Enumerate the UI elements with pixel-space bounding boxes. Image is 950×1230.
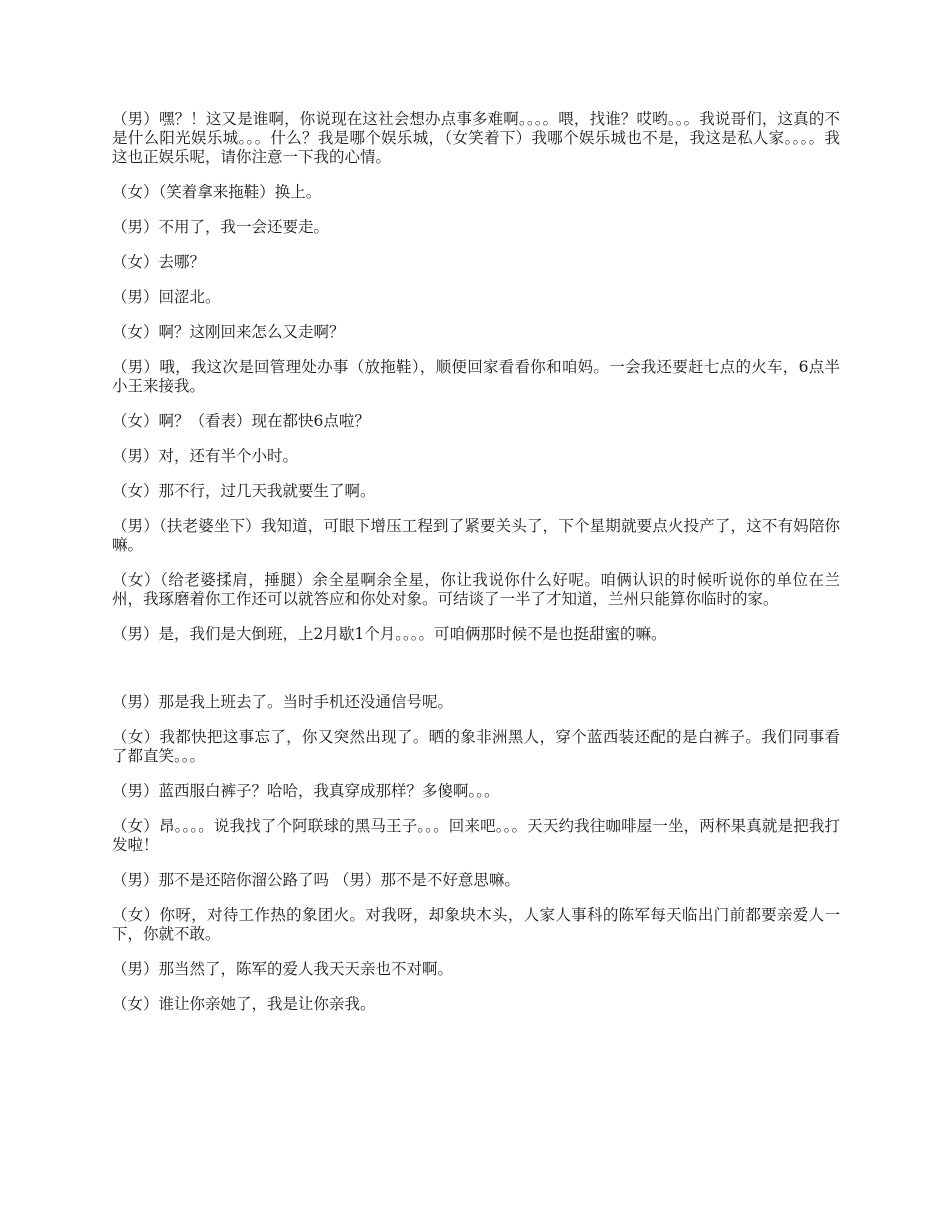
dialogue-paragraph: （女）去哪？ [112,253,206,271]
dialogue-paragraph: （男）是，我们是大倒班，上2月歇1个月。。。。可咱俩那时候不是也挺甜蜜的嘛。 [112,625,667,643]
dialogue-paragraph: （男）那是我上班去了。当时手机还没通信号呢。 [112,693,454,711]
dialogue-paragraph: （女）我都快把这事忘了，你又突然出现了。晒的象非洲黑人，穿个蓝西装还配的是白裤子。我们同事看了都直笑。。。 [112,728,840,765]
dialogue-paragraph: （男）哦，我这次是回管理处办事（放拖鞋），顺便回家看看你和咱妈。一会我还要赶七点的火车，6点半小王来接我。 [112,358,840,395]
dialogue-paragraph: （男）嘿？！这又是谁啊，你说现在这社会想办点事多难啊。。。。喂，找谁？哎哟。。。我说哥们，这真的不是什么阳光娱乐城。。。什么？我是哪个娱乐城，（女笑着下）我哪个娱乐城也不是，我这是私人家。。。。我这也正娱乐呢，请你注意一下我的心情。 [112,110,840,166]
dialogue-paragraph: （男）（扶老婆坐下）我知道，可眼下增压工程到了紧要关头了，下个星期就要点火投产了，这不有妈陪你嘛。 [112,517,840,554]
dialogue-paragraph: （女）那不行，过几天我就要生了啊。 [112,482,376,500]
dialogue-paragraph: （女）谁让你亲她了，我是让你亲我。 [112,995,376,1013]
dialogue-paragraph: （女）（笑着拿来拖鞋）换上。 [112,183,322,201]
dialogue-paragraph: （男）蓝西服白裤子？哈哈，我真穿成那样？多傻啊。。。 [112,782,500,800]
section-gap [112,660,840,693]
dialogue-paragraph: （男）不用了，我一会还要走。 [112,218,330,236]
dialogue-paragraph: （女）你呀，对待工作热的象团火。对我呀，却象块木头，人家人事科的陈军每天临出门前都要亲爱人一下，你就不敢。 [112,906,840,943]
dialogue-paragraph: （女）昂。。。。说我找了个阿联球的黑马王子。。。回来吧。。。天天约我往咖啡屋一坐，两杯果真就是把我打发啦！ [112,817,840,854]
dialogue-paragraph: （男）那不是还陪你溜公路了吗 （男）那不是不好意思嘛。 [112,871,520,889]
document-page [112,110,840,1030]
dialogue-paragraph: （男）回涩北。 [112,288,221,306]
dialogue-paragraph: （男）那当然了，陈军的爱人我天天亲也不对啊。 [112,960,454,978]
dialogue-paragraph: （女）（给老婆揉肩，捶腿）余全星啊余全星，你让我说你什么好呢。咱俩认识的时候听说你的单位在兰州，我琢磨着你工作还可以就答应和你处对象。可结谈了一半了才知道，兰州只能算你临时的家。 [112,571,840,608]
dialogue-paragraph: （男）对，还有半个小时。 [112,447,299,465]
dialogue-paragraph: （女）啊？这刚回来怎么又走啊？ [112,323,345,341]
dialogue-paragraph: （女）啊？（看表）现在都快6点啦？ [112,412,370,430]
